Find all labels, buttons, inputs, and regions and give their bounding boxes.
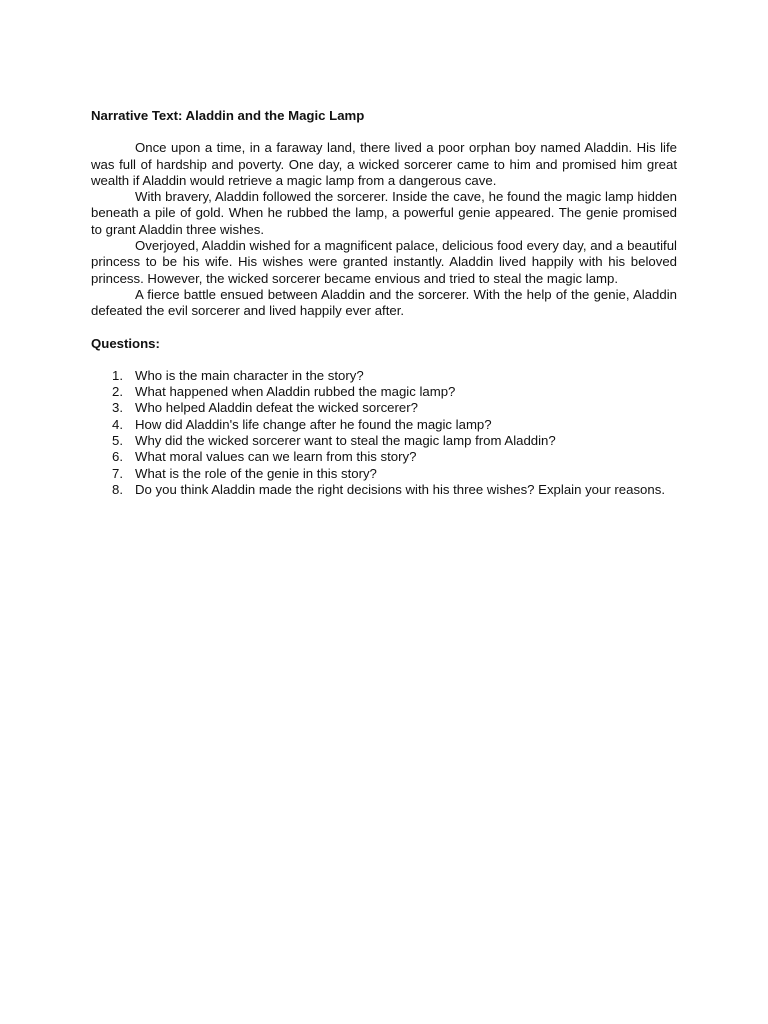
question-number: 8. <box>112 481 123 497</box>
document-page <box>91 108 677 498</box>
story-body <box>91 140 677 319</box>
question-number: 3. <box>112 400 123 416</box>
question-text: How did Aladdin's life change after he found the magic lamp? <box>135 416 492 432</box>
question-text: Who is the main character in the story? <box>135 367 364 383</box>
question-item <box>91 417 677 433</box>
questions-heading: Questions: <box>91 335 160 351</box>
question-text: What happened when Aladdin rubbed the magic lamp? <box>135 384 456 400</box>
question-number: 6. <box>112 449 123 465</box>
question-item <box>91 368 677 384</box>
question-text: What is the role of the genie in this story? <box>135 465 377 481</box>
question-number: 5. <box>112 433 123 449</box>
question-text: What moral values can we learn from this story? <box>135 449 417 465</box>
question-number: 4. <box>112 416 123 432</box>
question-item <box>91 400 677 416</box>
question-item <box>91 449 677 465</box>
question-text: Who helped Aladdin defeat the wicked sorcerer? <box>135 400 418 416</box>
question-text: Why did the wicked sorcerer want to steal the magic lamp from Aladdin? <box>135 433 556 449</box>
question-item <box>91 466 677 482</box>
question-item <box>91 482 677 498</box>
question-number: 2. <box>112 384 123 400</box>
questions-list <box>91 368 677 498</box>
story-paragraph: Once upon a time, in a faraway land, there lived a poor orphan boy named Aladdin. His life was full of hardship and poverty. One day, a wicked sorcerer came to him and promised him great wealth if Aladdin would retrieve a magic lamp from a dangerous cave. <box>91 140 677 188</box>
story-paragraph: With bravery, Aladdin followed the sorcerer. Inside the cave, he found the magic lamp hidden beneath a pile of gold. When he rubbed the lamp, a powerful genie appeared. The genie promised to grant Aladdin three wishes. <box>91 189 677 237</box>
question-number: 7. <box>112 465 123 481</box>
story-paragraph: A fierce battle ensued between Aladdin and the sorcerer. With the help of the genie, Aladdin defeated the evil sorcerer and lived happily ever after. <box>91 286 677 319</box>
question-item <box>91 384 677 400</box>
question-text: Do you think Aladdin made the right decisions with his three wishes? Explain your reasons. <box>135 481 665 497</box>
document-title: Narrative Text: Aladdin and the Magic Lamp <box>91 108 365 123</box>
question-item <box>91 433 677 449</box>
question-number: 1. <box>112 367 123 383</box>
story-paragraph: Overjoyed, Aladdin wished for a magnificent palace, delicious food every day, and a beautiful princess to be his wife. His wishes were granted instantly. Aladdin lived happily with his beloved princess. However, the wicked sorcerer became envious and tried to steal the magic lamp. <box>91 238 677 286</box>
